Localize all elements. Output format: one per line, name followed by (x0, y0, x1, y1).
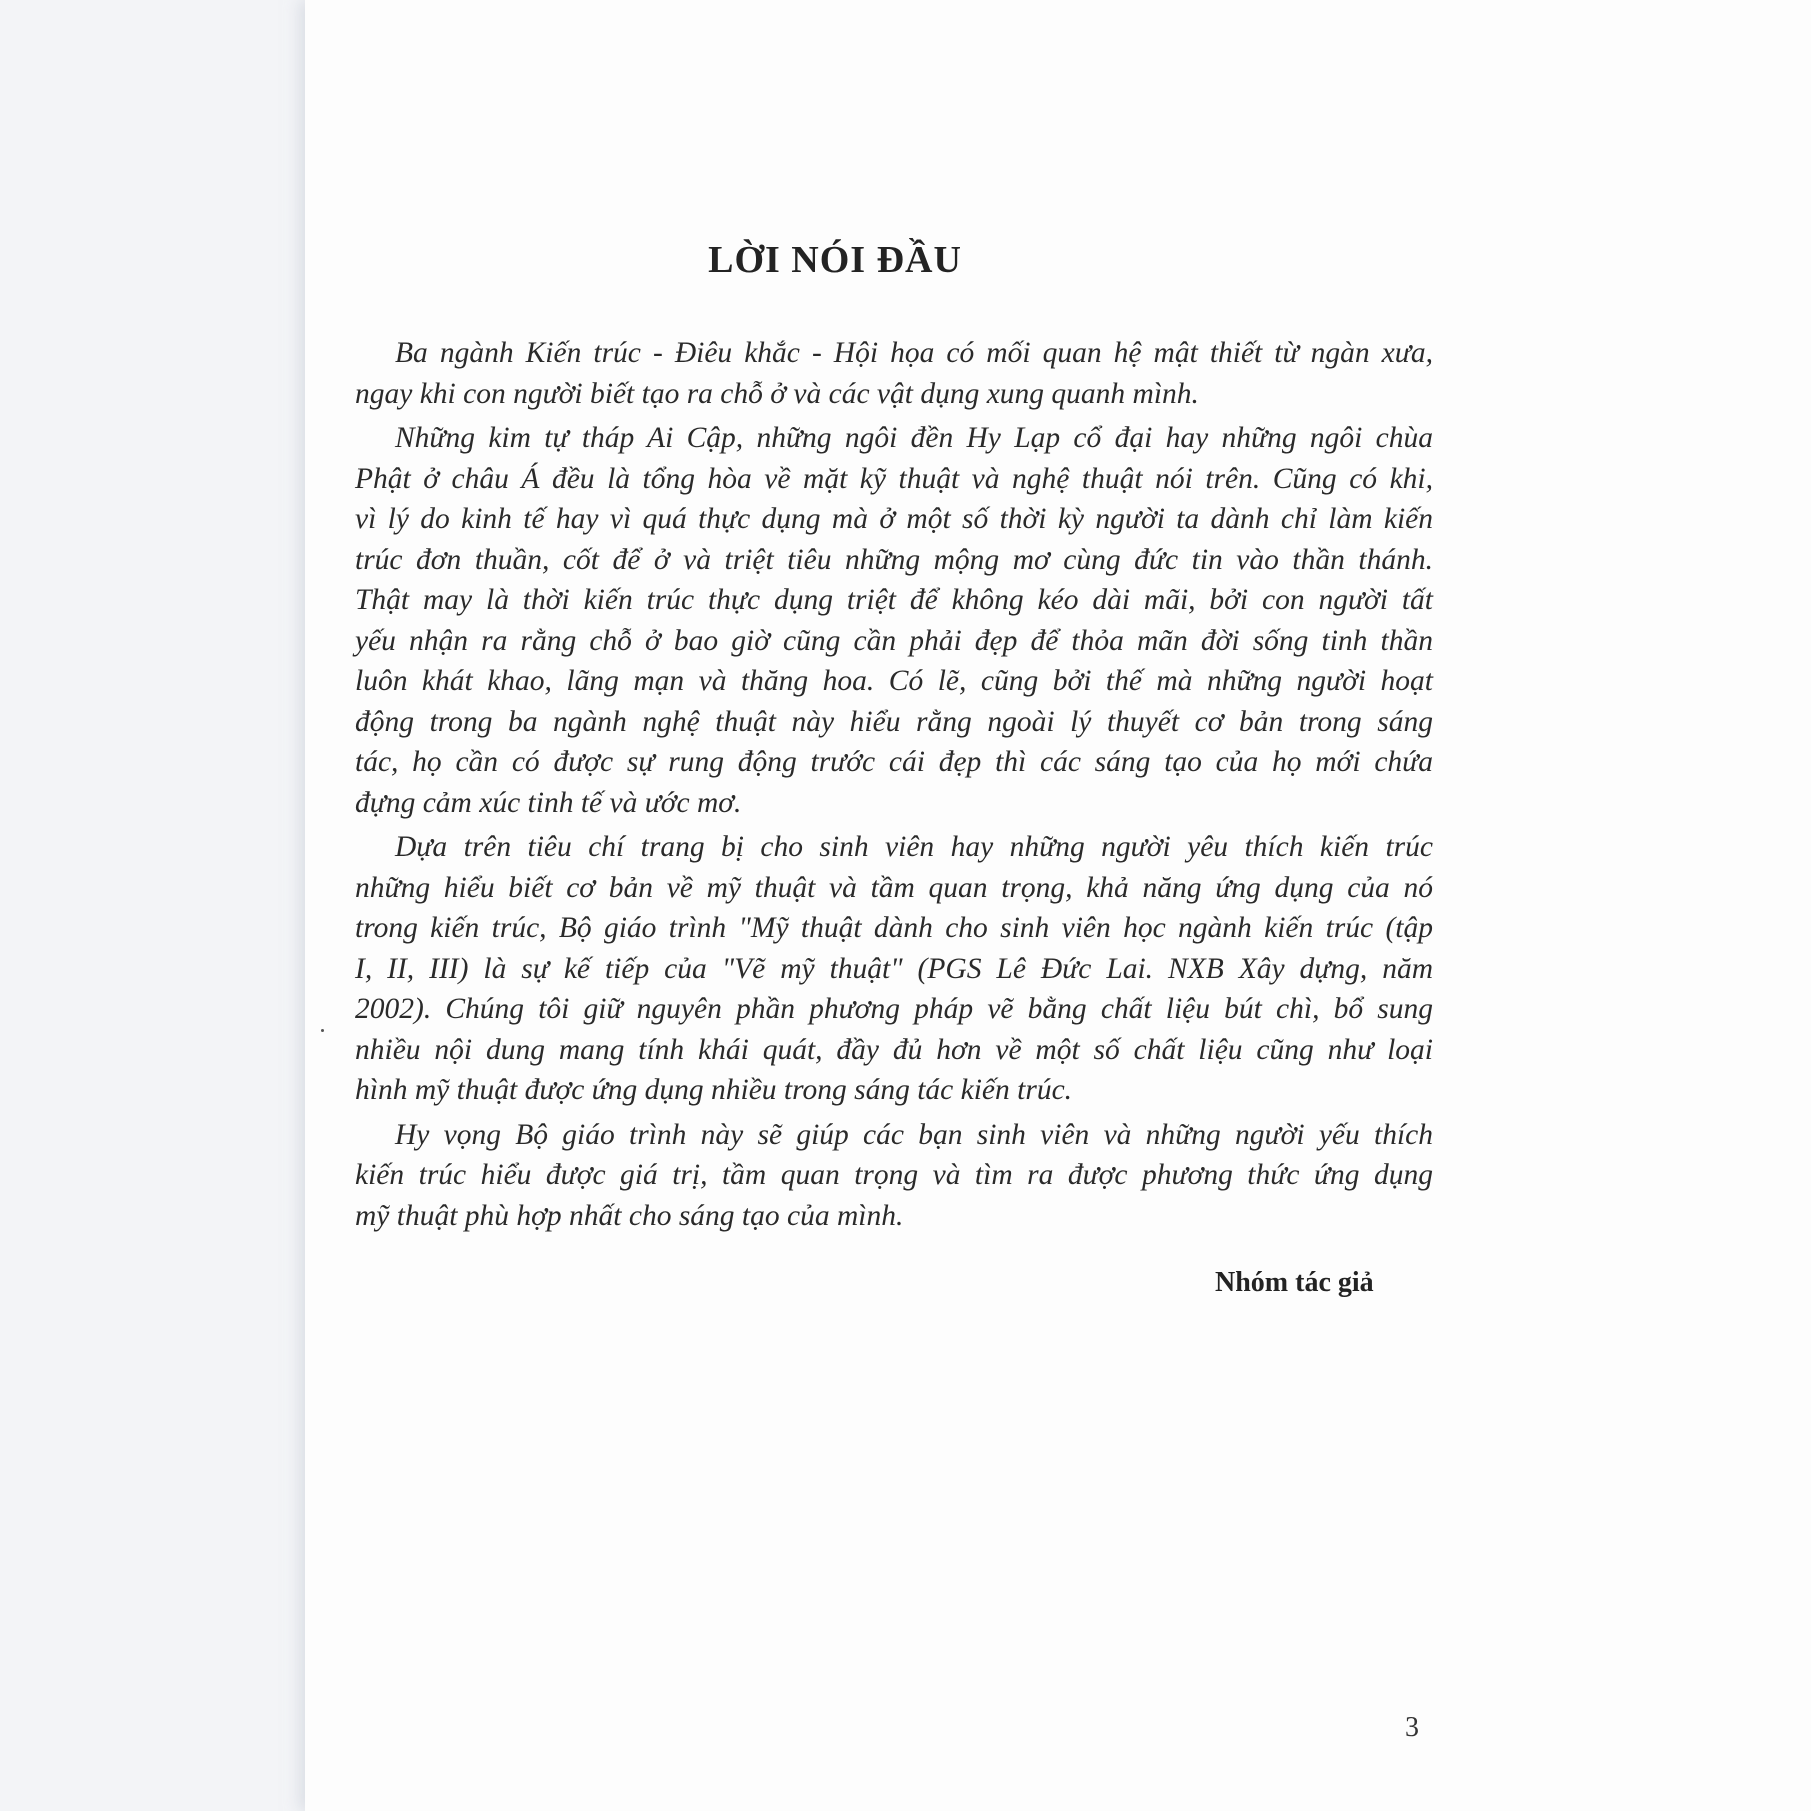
paragraph-2 (355, 418, 1433, 823)
text-line: vì lý do kinh tế hay vì quá thực dụng mà ở một số thời kỳ người ta dành chỉ làm kiến (355, 503, 1433, 535)
text-line: Phật ở châu Á đều là tổng hòa về mặt kỹ thuật và nghệ thuật nói trên. Cũng có khi, (355, 462, 1433, 495)
ink-speck (321, 1029, 324, 1032)
text-line: Những kim tự tháp Ai Cập, những ngôi đền Hy Lạp cổ đại hay những ngôi chùa (395, 422, 1433, 454)
text-line: Dựa trên tiêu chí trang bị cho sinh viên hay những người yêu thích kiến trúc (395, 831, 1433, 863)
text-line: mỹ thuật phù hợp nhất cho sáng tạo của mình. (355, 1199, 904, 1232)
text-line: I, II, III) là sự kế tiếp của "Vẽ mỹ thuật" (PGS Lê Đức Lai. NXB Xây dựng, năm (355, 952, 1433, 985)
text-line: những hiểu biết cơ bản về mỹ thuật và tầm quan trọng, khả năng ứng dụng của nó (355, 871, 1433, 904)
text-line: động trong ba ngành nghệ thuật này hiểu rằng ngoài lý thuyết cơ bản trong sáng (355, 705, 1433, 738)
text-line: nhiều nội dung mang tính khái quát, đầy đủ hơn về một số chất liệu cũng như loại (355, 1033, 1433, 1066)
paragraph-1 (355, 333, 1433, 414)
page-number: 3 (1405, 1712, 1419, 1743)
text-line: trong kiến trúc, Bộ giáo trình "Mỹ thuật dành cho sinh viên học ngành kiến trúc (tập (355, 912, 1433, 944)
text-line: luôn khát khao, lãng mạn và thăng hoa. Có lẽ, cũng bởi thế mà những người hoạt (355, 665, 1433, 697)
paragraph-3 (355, 827, 1433, 1111)
author-signature: Nhóm tác giả (1215, 1267, 1374, 1298)
text-line: tác, họ cần có được sự rung động trước cái đẹp thì các sáng tạo của họ mới chứa (355, 746, 1433, 778)
text-line: Thật may là thời kiến trúc thực dụng triệt để không kéo dài mãi, bởi con người tất (355, 584, 1433, 616)
preface-body (355, 333, 1433, 1240)
page-title: LỜI NÓI ĐẦU (708, 239, 962, 281)
text-line: kiến trúc hiểu được giá trị, tầm quan trọng và tìm ra được phương thức ứng dụng (355, 1159, 1433, 1191)
text-line: 2002). Chúng tôi giữ nguyên phần phương pháp vẽ bằng chất liệu bút chì, bổ sung (355, 993, 1433, 1025)
paragraph-4 (355, 1115, 1433, 1237)
text-line: ngay khi con người biết tạo ra chỗ ở và các vật dụng xung quanh mình. (355, 377, 1199, 410)
document-page (305, 0, 1811, 1811)
text-line: đựng cảm xúc tinh tế và ước mơ. (355, 786, 742, 819)
text-line: hình mỹ thuật được ứng dụng nhiều trong sáng tác kiến trúc. (355, 1074, 1073, 1106)
text-line: yếu nhận ra rằng chỗ ở bao giờ cũng cần phải đẹp để thỏa mãn đời sống tinh thần (355, 624, 1433, 657)
text-line: Ba ngành Kiến trúc - Điêu khắc - Hội họa có mối quan hệ mật thiết từ ngàn xưa, (395, 337, 1433, 369)
text-line: Hy vọng Bộ giáo trình này sẽ giúp các bạn sinh viên và những người yếu thích (395, 1118, 1433, 1151)
text-line: trúc đơn thuần, cốt để ở và triệt tiêu những mộng mơ cùng đức tin vào thần thánh. (355, 543, 1433, 576)
